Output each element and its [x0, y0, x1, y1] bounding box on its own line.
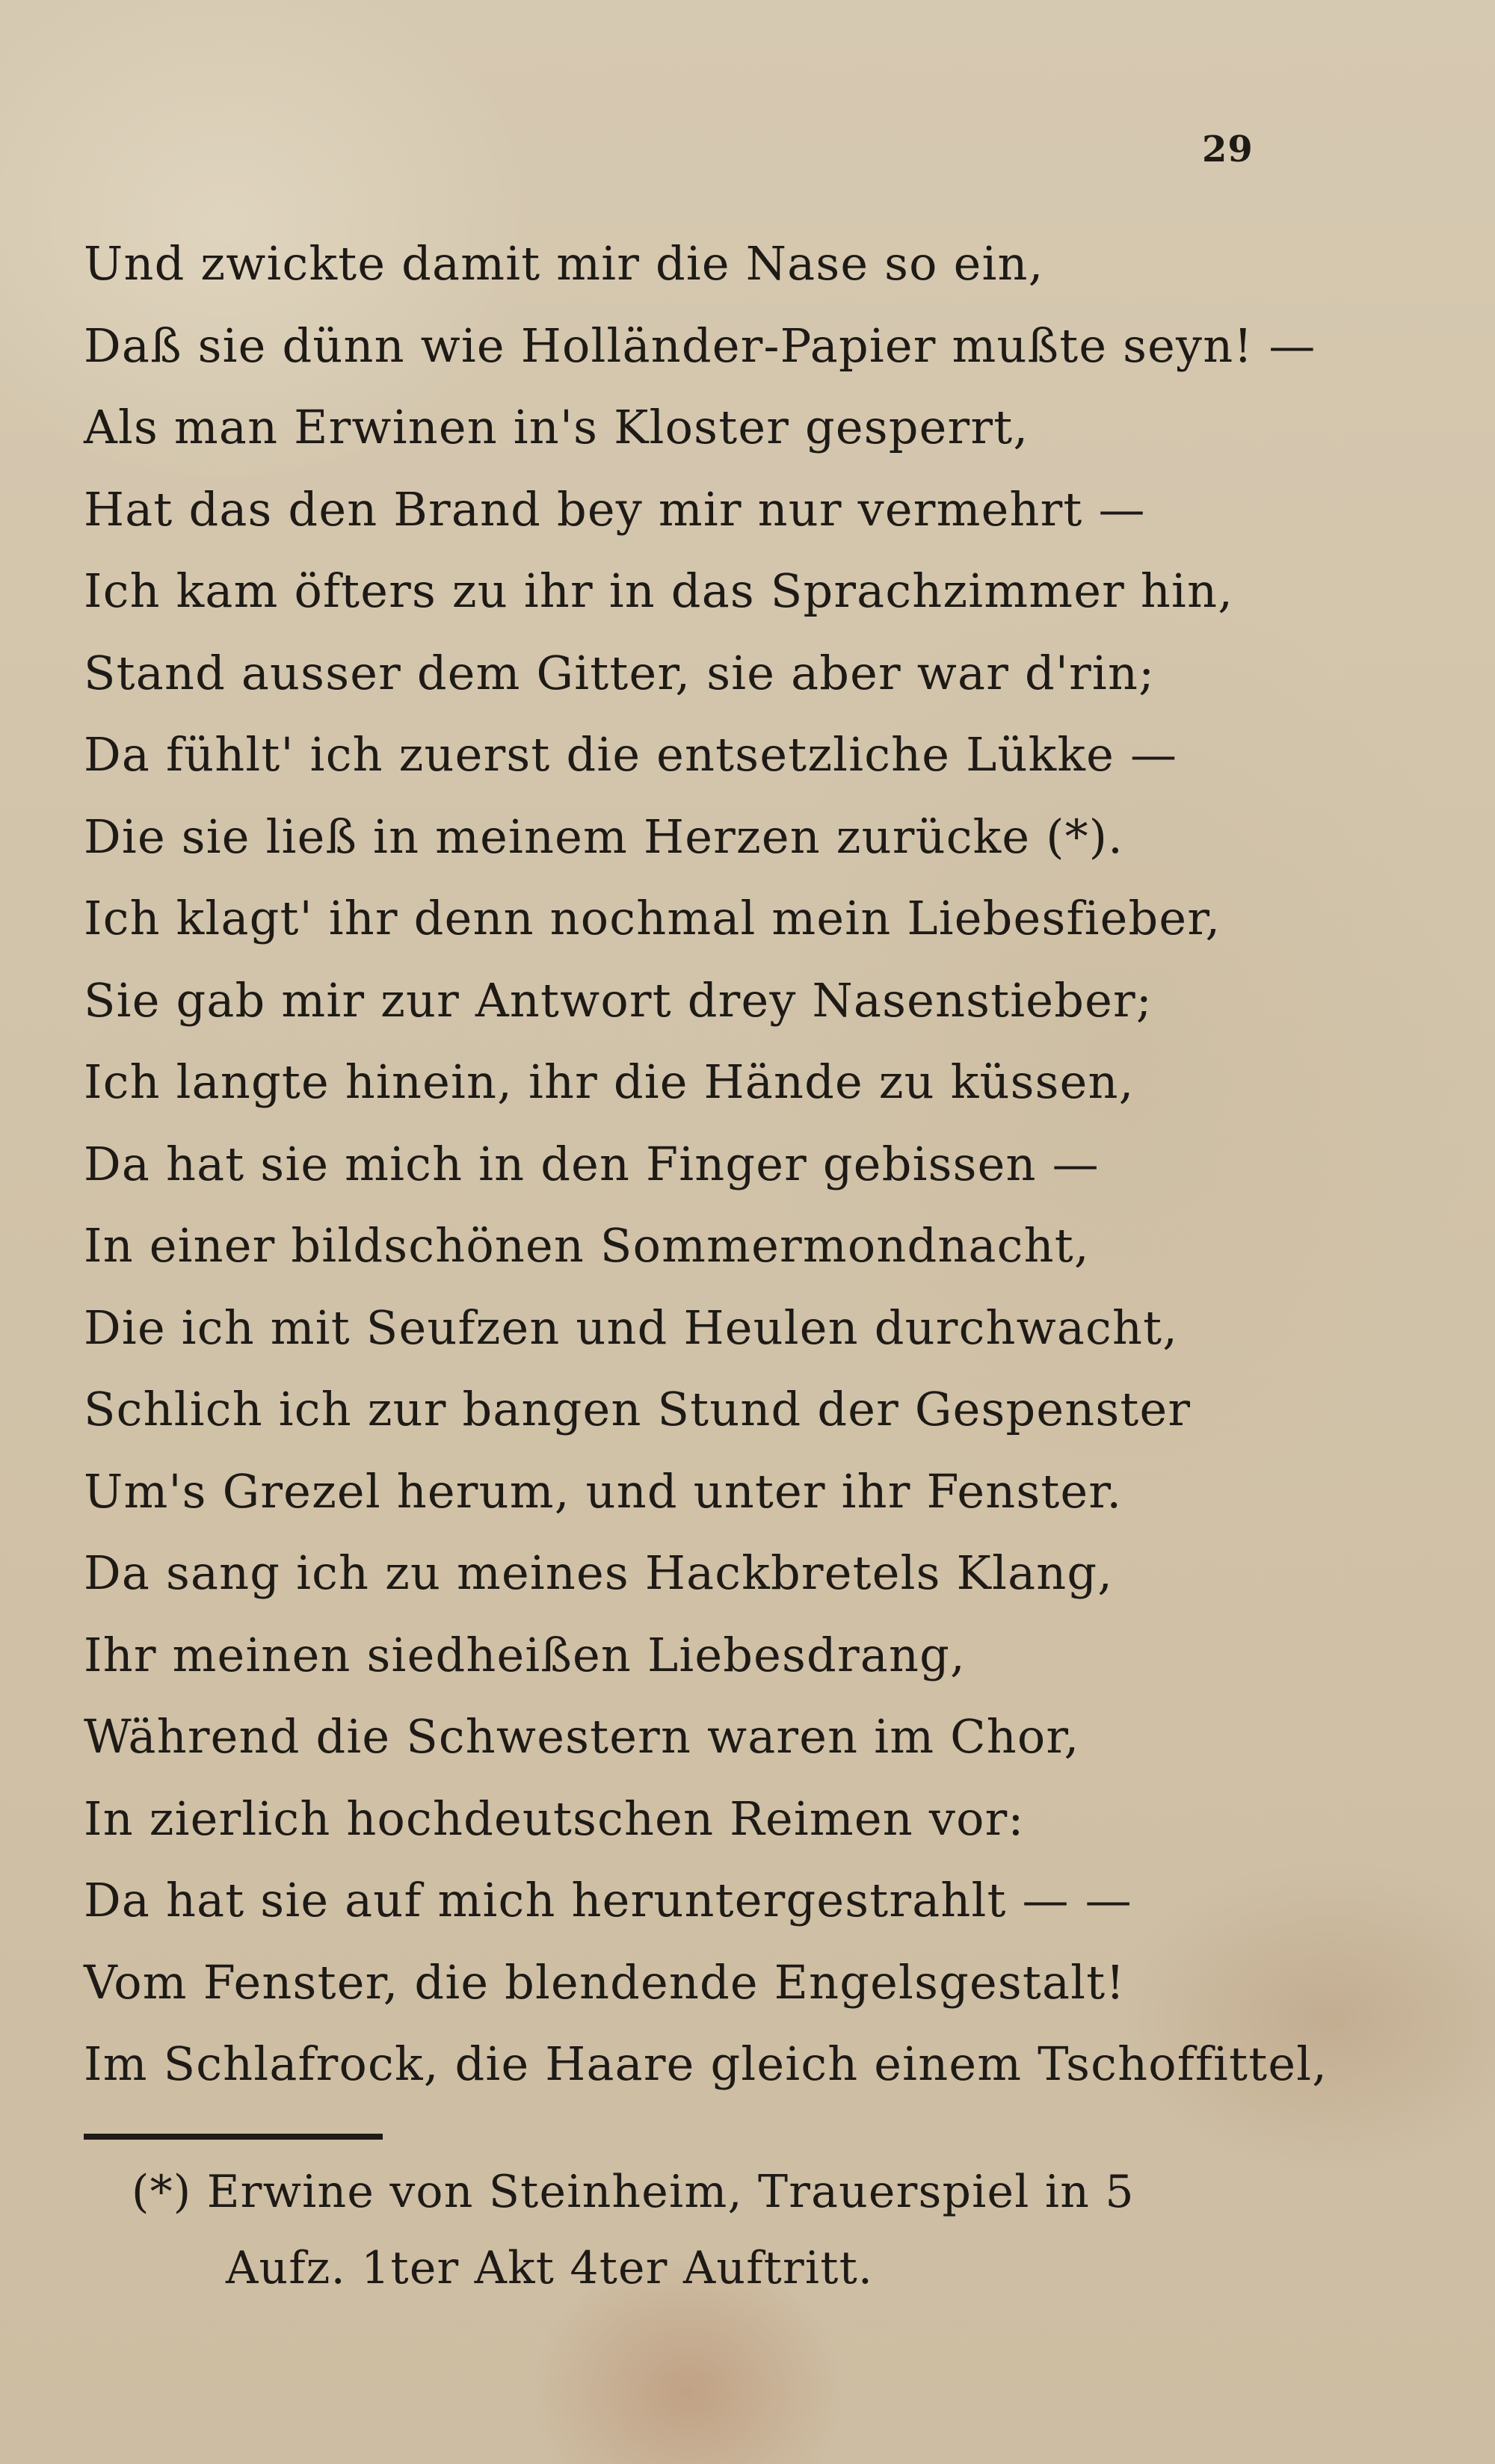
poem-line: Um's Grezel herum, und unter ihr Fenster.: [84, 1463, 1123, 1519]
poem-line: Als man Erwinen in's Kloster gesperrt,: [84, 400, 1029, 454]
poem-line: In zierlich hochdeutschen Reimen vor:: [84, 1791, 1025, 1846]
poem-text: [84, 223, 1328, 2105]
poem-line: Schlich ich zur bangen Stund der Gespenster: [84, 1382, 1192, 1436]
poem-line: Die ich mit Seufzen und Heulen durchwacht,: [84, 1300, 1179, 1355]
poem-line: Vom Fenster, die blendende Engelsgestalt!: [84, 1954, 1126, 2010]
poem-line: Ich klagt' ihr denn nochmal mein Liebesfieber,: [84, 891, 1221, 945]
page-number: 29: [1202, 129, 1254, 170]
poem-line: Ich kam öfters zu ihr in das Sprachzimmer hin,: [84, 563, 1234, 618]
footnote: [132, 2154, 1283, 2306]
poem-line: Da sang ich zu meines Hackbretels Klang,: [84, 1546, 1114, 1600]
poem-line: Die sie ließ in meinem Herzen zurücke (*).: [84, 809, 1124, 864]
poem-line: Daß sie dünn wie Holländer-Papier mußte seyn! —: [84, 318, 1316, 373]
poem-line: Da hat sie auf mich heruntergestrahlt — —: [84, 1873, 1132, 1927]
poem-line: Sie gab mir zur Antwort drey Nasenstieber;: [84, 972, 1153, 1028]
footnote-line: Aufz. 1ter Akt 4ter Auftritt.: [226, 2242, 874, 2294]
poem-line: Stand ausser dem Gitter, sie aber war d'rin;: [84, 645, 1156, 700]
footnote-line: (*) Erwine von Steinheim, Trauerspiel in 5: [132, 2166, 1135, 2218]
poem-line: Da hat sie mich in den Finger gebissen —: [84, 1136, 1100, 1191]
poem-line: Da fühlt' ich zuerst die entsetzliche Lükke —: [84, 727, 1178, 782]
poem-line: Ihr meinen siedheißen Liebesdrang,: [84, 1627, 966, 1682]
poem-line: Und zwickte damit mir die Nase so ein,: [84, 236, 1044, 291]
poem-line: In einer bildschönen Sommermondnacht,: [84, 1218, 1090, 1273]
poem-line: Im Schlafrock, die Haare gleich einem Tschoffittel,: [84, 2037, 1328, 2091]
poem-line: Ich langte hinein, ihr die Hände zu küssen,: [84, 1055, 1135, 1109]
poem-line: Hat das den Brand bey mir nur vermehrt —: [84, 481, 1146, 537]
poem-line: Während die Schwestern waren im Chor,: [84, 1709, 1080, 1764]
footnote-divider: [84, 2134, 383, 2140]
